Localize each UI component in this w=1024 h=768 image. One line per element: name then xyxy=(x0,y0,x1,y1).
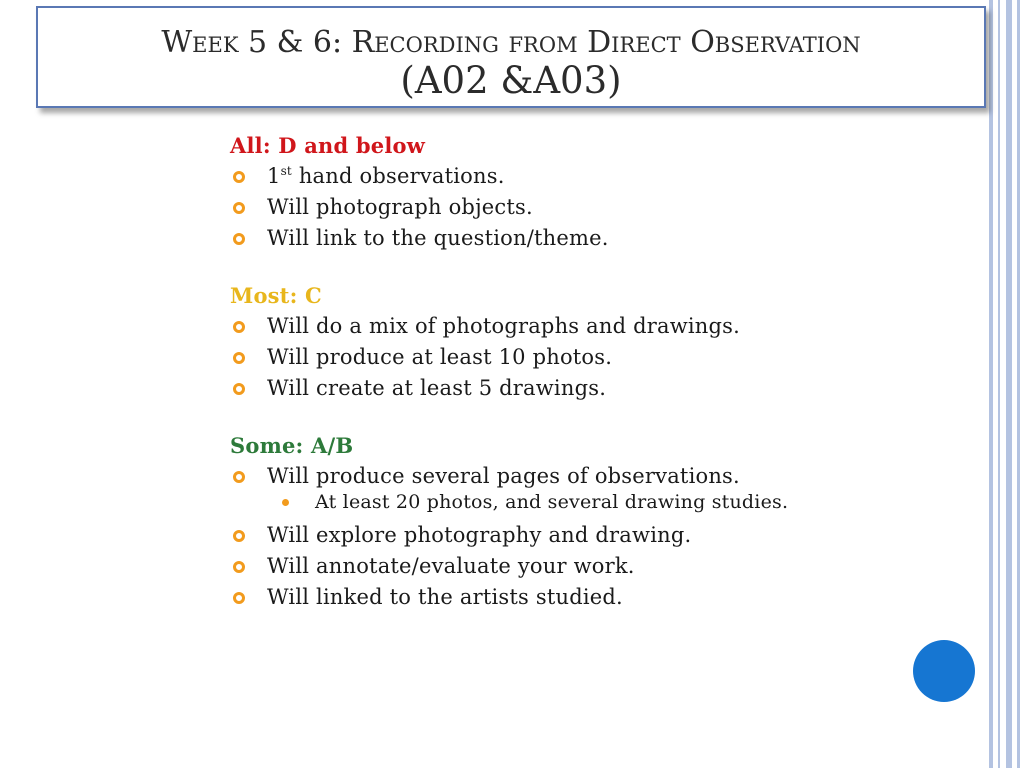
slide-subtitle: (A02 &A03) xyxy=(400,59,622,102)
bullet-icon xyxy=(233,352,245,364)
list-item xyxy=(230,554,790,578)
bullet-icon xyxy=(233,233,245,245)
item-text: Will photograph objects. xyxy=(267,195,533,219)
slide-title-box xyxy=(36,6,986,108)
bullet-icon xyxy=(233,592,245,604)
slide-title: Week 5 & 6: Recording from Direct Observation xyxy=(161,25,861,60)
list-item xyxy=(230,226,790,250)
frame-line xyxy=(998,0,1000,768)
bullet-icon xyxy=(233,530,245,542)
list-item xyxy=(230,585,790,609)
bullet-icon xyxy=(233,471,245,483)
item-text: Will explore photography and drawing. xyxy=(267,523,692,547)
bullet-icon xyxy=(233,321,245,333)
item-text: Will produce several pages of observations. xyxy=(267,464,740,488)
section-most xyxy=(230,284,790,400)
list-item xyxy=(230,345,790,369)
list-item xyxy=(230,314,790,338)
bullet-icon xyxy=(233,383,245,395)
sub-item-text: At least 20 photos, and several drawing studies. xyxy=(315,491,789,513)
sub-bullet-icon xyxy=(282,499,289,506)
bullet-icon xyxy=(233,202,245,214)
section-heading-most: Most: C xyxy=(230,283,322,308)
section-heading-some: Some: A/B xyxy=(230,433,354,458)
ordinal-suffix: st xyxy=(280,164,292,178)
sub-list-item xyxy=(230,492,790,513)
list-item xyxy=(230,376,790,400)
frame-line xyxy=(989,0,993,768)
list-item xyxy=(230,523,790,547)
slide-content xyxy=(230,134,790,616)
section-some xyxy=(230,434,790,609)
frame-line xyxy=(1017,0,1020,768)
list-item xyxy=(230,464,790,488)
frame-line xyxy=(1006,0,1012,768)
list-item xyxy=(230,164,790,188)
item-text: Will annotate/evaluate your work. xyxy=(267,554,635,578)
item-text: Will produce at least 10 photos. xyxy=(267,345,613,369)
bullet-icon xyxy=(233,171,245,183)
item-text: Will linked to the artists studied. xyxy=(267,585,623,609)
item-text: Will do a mix of photographs and drawings. xyxy=(267,314,741,338)
section-heading-all: All: D and below xyxy=(230,133,426,158)
item-text: Will create at least 5 drawings. xyxy=(267,376,607,400)
item-text: 1 xyxy=(267,164,281,188)
section-all xyxy=(230,134,790,250)
bullet-icon xyxy=(233,561,245,573)
item-text: Will link to the question/theme. xyxy=(267,226,609,250)
decorative-circle xyxy=(913,640,975,702)
list-item xyxy=(230,195,790,219)
item-text: hand observations. xyxy=(291,164,505,188)
